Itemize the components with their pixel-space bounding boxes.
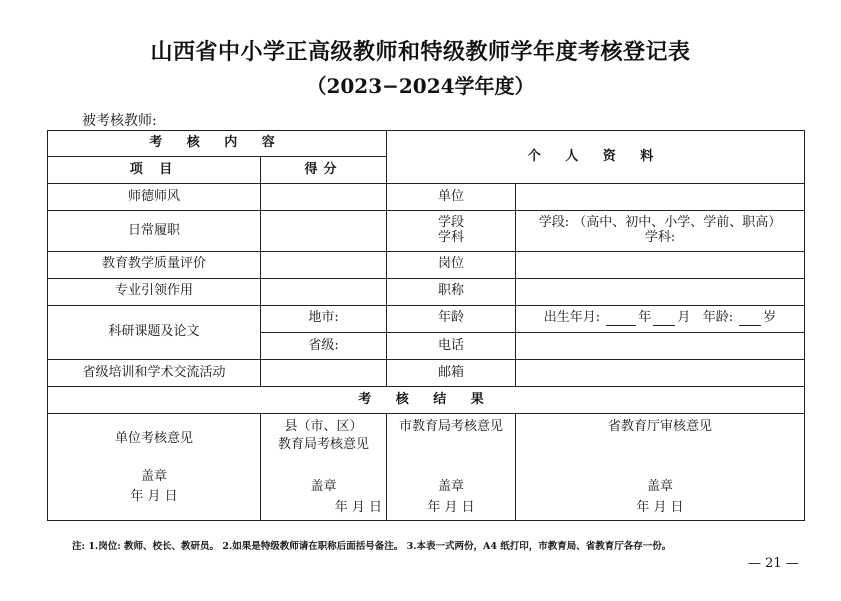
- month-label: 月: [677, 310, 691, 326]
- research-province[interactable]: 省级:: [261, 332, 387, 359]
- assessment-form-table: [47, 130, 805, 521]
- score-ethics[interactable]: [261, 184, 387, 211]
- result-header: 考 核 结 果: [48, 387, 805, 414]
- item-header: 项 目: [48, 157, 261, 184]
- score-training[interactable]: [261, 360, 387, 387]
- age-label: 年龄:: [702, 310, 734, 326]
- personal-info-header: 个 人 资 料: [387, 131, 805, 184]
- birth-month-blank[interactable]: [653, 313, 675, 326]
- footnote: 注: 1.岗位: 教师、校长、教研员。 2.如果是特级教师请在职称后面括号备注。 3.本表一式两份，A4 纸打印，市教育局、省教育厅各存一份。: [72, 541, 672, 552]
- item-daily-duty: [48, 211, 261, 251]
- county-date: 年 月 日: [334, 500, 383, 516]
- province-opinion-cell[interactable]: [516, 414, 805, 521]
- unit-opinion-label: 单位考核意见: [114, 431, 193, 447]
- county-opinion-line2: 教育局考核意见: [278, 437, 370, 453]
- score-header: 得分: [261, 157, 387, 184]
- label-email: 邮箱: [387, 360, 516, 387]
- sui-label: 岁: [763, 310, 777, 326]
- value-age[interactable]: [516, 305, 805, 332]
- item-daily-duty-label: 日常履职: [127, 222, 180, 238]
- value-title[interactable]: [516, 278, 805, 305]
- birth-label: 出生年月:: [543, 310, 601, 326]
- city-opinion-cell[interactable]: [387, 414, 516, 521]
- label-age: 年龄: [387, 305, 516, 332]
- assessment-content-header: 考 核 内 容: [48, 131, 387, 157]
- subject-teacher-label: 被考核教师:: [82, 113, 157, 129]
- score-daily-duty[interactable]: [261, 211, 387, 251]
- province-seal: 盖章: [647, 479, 674, 495]
- score-professional-lead[interactable]: [261, 278, 387, 305]
- unit-seal: 盖章: [140, 469, 167, 485]
- page-subtitle: （2023−2024学年度）: [306, 74, 535, 98]
- label-unit: 单位: [387, 184, 516, 211]
- county-opinion-line1: 县（市、区）: [284, 419, 363, 435]
- item-training: 省级培训和学术交流活动: [48, 360, 261, 387]
- city-date: 年 月 日: [427, 500, 475, 516]
- label-phone: 电话: [387, 332, 516, 359]
- page-title: 山西省中小学正高级教师和特级教师学年度考核登记表: [150, 39, 691, 65]
- unit-opinion-cell[interactable]: [48, 414, 261, 521]
- item-ethics: 师德师风: [48, 184, 261, 211]
- province-opinion-label: 省教育厅审核意见: [608, 419, 713, 435]
- label-title: 职称: [387, 278, 516, 305]
- value-stage-subject[interactable]: [516, 211, 805, 251]
- score-teaching-quality[interactable]: [261, 251, 387, 278]
- county-seal: 盖章: [310, 479, 337, 495]
- value-post[interactable]: [516, 251, 805, 278]
- label-stage: 学段: [438, 215, 465, 231]
- item-teaching-quality: 教育教学质量评价: [48, 251, 261, 278]
- stage-options: 学段: （高中、初中、小学、学前、职高）: [538, 215, 782, 231]
- item-professional-lead: 专业引领作用: [48, 278, 261, 305]
- label-post: 岗位: [387, 251, 516, 278]
- county-opinion-cell[interactable]: [261, 414, 387, 521]
- birth-year-blank[interactable]: [606, 313, 636, 326]
- item-research: 科研课题及论文: [48, 305, 261, 359]
- research-city[interactable]: 地市:: [261, 305, 387, 332]
- value-email[interactable]: [516, 360, 805, 387]
- subject-field-label: 学科:: [644, 229, 676, 245]
- city-seal: 盖章: [438, 479, 465, 495]
- province-date: 年 月 日: [636, 500, 684, 516]
- label-stage-subject: [387, 211, 516, 251]
- city-opinion-label: 市教育局考核意见: [399, 419, 504, 435]
- label-subject: 学科: [438, 229, 465, 245]
- unit-date: 年 月 日: [130, 489, 178, 505]
- age-blank[interactable]: [739, 313, 761, 326]
- value-unit[interactable]: [516, 184, 805, 211]
- page-number: — 21 —: [748, 556, 799, 571]
- value-phone[interactable]: [516, 332, 805, 359]
- year-label: 年: [638, 310, 652, 326]
